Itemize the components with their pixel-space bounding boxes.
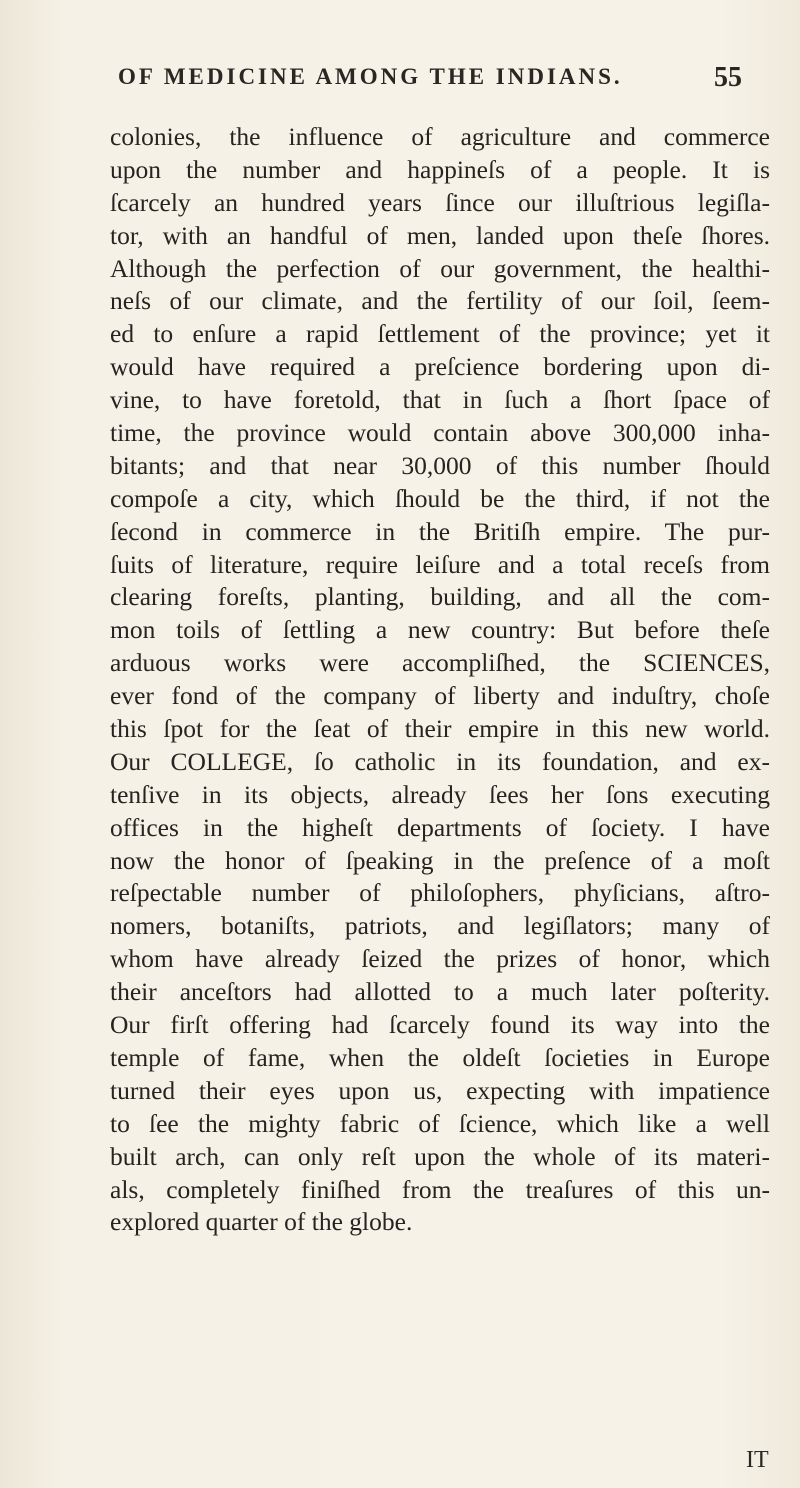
- text-line: ſuits of literature, require leiſure and a total receſs from: [110, 549, 770, 579]
- text-line: vine, to have foretold, that in ſuch a ſhort ſpace of: [110, 385, 770, 415]
- text-line: nomers, botaniſts, patriots, and legiſlators; many of: [110, 911, 770, 941]
- text-line: bitants; and that near 30,000 of this number ſhould: [110, 450, 770, 480]
- text-line: tenſive in its objects, already ſees her ſons executing: [110, 779, 770, 809]
- text-line: ed to enſure a rapid ſettlement of the province; yet it: [110, 319, 770, 349]
- text-line: offices in the higheſt departments of ſociety. I have: [110, 812, 770, 842]
- text-line: upon the number and happineſs of a people. It is: [110, 154, 770, 184]
- text-line: clearing foreſts, planting, building, and all the com-: [110, 582, 770, 612]
- text-line: mon toils of ſettling a new country: But before theſe: [110, 615, 770, 645]
- text-line: explored quarter of the globe.: [110, 1207, 413, 1237]
- text-line: their anceſtors had allotted to a much later poſterity.: [110, 977, 770, 1007]
- text-line: arduous works were accompliſhed, the SCIENCES,: [110, 648, 770, 678]
- catchword: IT: [746, 1447, 769, 1473]
- text-line: this ſpot for the ſeat of their empire in this new world.: [110, 714, 770, 744]
- text-line: temple of fame, when the oldeſt ſocieties in Europe: [110, 1042, 770, 1072]
- running-head: [0, 62, 800, 102]
- text-line: reſpectable number of philoſophers, phyſicians, aſtro-: [110, 878, 770, 908]
- text-line: neſs of our climate, and the fertility of our ſoil, ſeem-: [110, 286, 770, 316]
- text-line: Our firſt offering had ſcarcely found its way into the: [110, 1010, 770, 1040]
- text-line: ſcarcely an hundred years ſince our illuſtrious legiſla-: [110, 187, 770, 217]
- body-text: [110, 121, 770, 1239]
- text-line: Our COLLEGE, ſo catholic in its foundation, and ex-: [110, 746, 770, 776]
- text-line: colonies, the influence of agriculture and commerce: [110, 122, 770, 151]
- text-line: turned their eyes upon us, expecting with impatience: [110, 1075, 770, 1105]
- text-line: tor, with an handful of men, landed upon theſe ſhores.: [110, 220, 770, 250]
- text-line: now the honor of ſpeaking in the preſence of a moſt: [110, 845, 770, 875]
- text-line: to ſee the mighty fabric of ſcience, which like a well: [110, 1108, 770, 1138]
- text-line: built arch, can only reſt upon the whole of its materi-: [110, 1141, 770, 1171]
- running-head-title: OF MEDICINE AMONG THE INDIANS.: [118, 64, 623, 89]
- text-line: als, completely finiſhed from the treaſures of this un-: [110, 1174, 770, 1204]
- text-line: ever fond of the company of liberty and induſtry, choſe: [110, 681, 770, 711]
- text-line: whom have already ſeized the prizes of honor, which: [110, 944, 770, 974]
- text-line: time, the province would contain above 300,000 inha-: [110, 418, 770, 448]
- page-number: 55: [714, 62, 742, 93]
- text-line: Although the perfection of our government, the healthi-: [110, 253, 770, 283]
- text-line: would have required a preſcience bordering upon di-: [110, 352, 770, 382]
- text-line: ſecond in commerce in the Britiſh empire. The pur-: [110, 516, 770, 546]
- text-line: compoſe a city, which ſhould be the third, if not the: [110, 483, 770, 513]
